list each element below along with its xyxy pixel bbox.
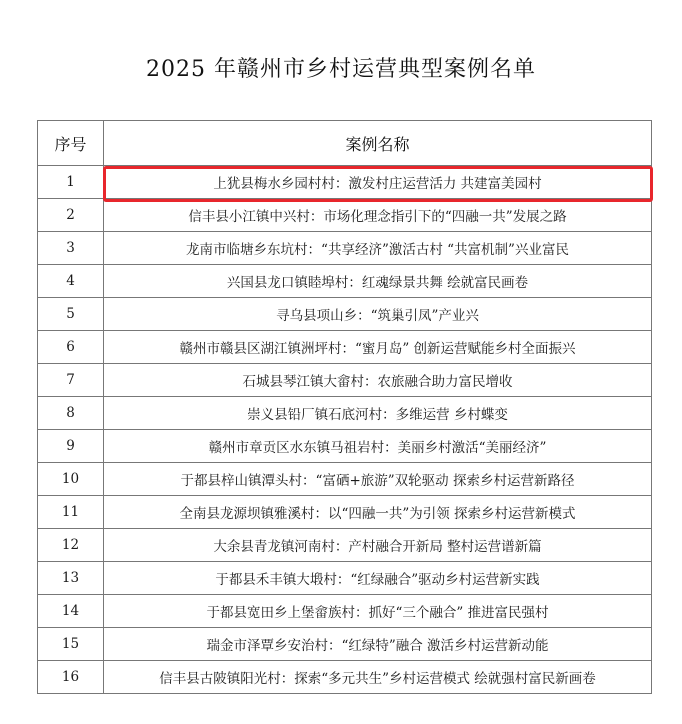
table-row (38, 397, 652, 430)
case-name: 崇义县铅厂镇石底河村：多维运营 乡村蝶变 (104, 397, 652, 430)
case-name: 瑞金市泽覃乡安治村：“红绿特”融合 激活乡村运营新动能 (104, 628, 652, 661)
case-name: 于都县宽田乡上堡畲族村：抓好“三个融合” 推进富民强村 (104, 595, 652, 628)
header-case-name: 案例名称 (104, 121, 652, 166)
table-row (38, 562, 652, 595)
row-number: 10 (38, 463, 104, 496)
case-name: 龙南市临塘乡东坑村：“共享经济”激活古村 “共富机制”兴业富民 (104, 232, 652, 265)
table-row (38, 628, 652, 661)
table-row (38, 529, 652, 562)
table-row (38, 265, 652, 298)
table-row (38, 463, 652, 496)
row-number: 8 (38, 397, 104, 430)
case-name: 大余县青龙镇河南村：产村融合开新局 整村运营谱新篇 (104, 529, 652, 562)
table-row (38, 496, 652, 529)
row-number: 12 (38, 529, 104, 562)
header-number: 序号 (38, 121, 104, 166)
row-number: 4 (38, 265, 104, 298)
case-name: 寻乌县项山乡：“筑巢引凤”产业兴 (104, 298, 652, 331)
case-name: 全南县龙源坝镇雅溪村：以“四融一共”为引领 探索乡村运营新模式 (104, 496, 652, 529)
row-number: 5 (38, 298, 104, 331)
case-name: 上犹县梅水乡园村村：激发村庄运营活力 共建富美园村 (104, 166, 652, 199)
row-number: 3 (38, 232, 104, 265)
case-table (37, 120, 652, 694)
row-number: 2 (38, 199, 104, 232)
row-number: 1 (38, 166, 104, 199)
case-name: 信丰县古陂镇阳光村：探索“多元共生”乡村运营模式 绘就强村富民新画卷 (104, 661, 652, 694)
row-number: 7 (38, 364, 104, 397)
table-header-row (38, 121, 652, 166)
table-row (38, 298, 652, 331)
table-row (38, 166, 652, 199)
table-row (38, 430, 652, 463)
row-number: 14 (38, 595, 104, 628)
case-name: 赣州市赣县区湖江镇洲坪村：“蜜月岛” 创新运营赋能乡村全面振兴 (104, 331, 652, 364)
case-name: 于都县梓山镇潭头村：“富硒+旅游”双轮驱动 探索乡村运营新路径 (104, 463, 652, 496)
row-number: 13 (38, 562, 104, 595)
table-row (38, 364, 652, 397)
row-number: 11 (38, 496, 104, 529)
case-name: 石城县琴江镇大畲村：农旅融合助力富民增收 (104, 364, 652, 397)
row-number: 9 (38, 430, 104, 463)
row-number: 16 (38, 661, 104, 694)
page-title: 2025 年赣州市乡村运营典型案例名单 (146, 57, 536, 82)
row-number: 15 (38, 628, 104, 661)
case-name: 于都县禾丰镇大塅村：“红绿融合”驱动乡村运营新实践 (104, 562, 652, 595)
table-row (38, 199, 652, 232)
case-name: 信丰县小江镇中兴村：市场化理念指引下的“四融一共”发展之路 (104, 199, 652, 232)
table-row (38, 595, 652, 628)
table-row (38, 661, 652, 694)
table-row (38, 232, 652, 265)
case-name: 赣州市章贡区水东镇马祖岩村：美丽乡村激活“美丽经济” (104, 430, 652, 463)
case-name: 兴国县龙口镇睦埠村：红魂绿景共舞 绘就富民画卷 (104, 265, 652, 298)
table-row (38, 331, 652, 364)
row-number: 6 (38, 331, 104, 364)
